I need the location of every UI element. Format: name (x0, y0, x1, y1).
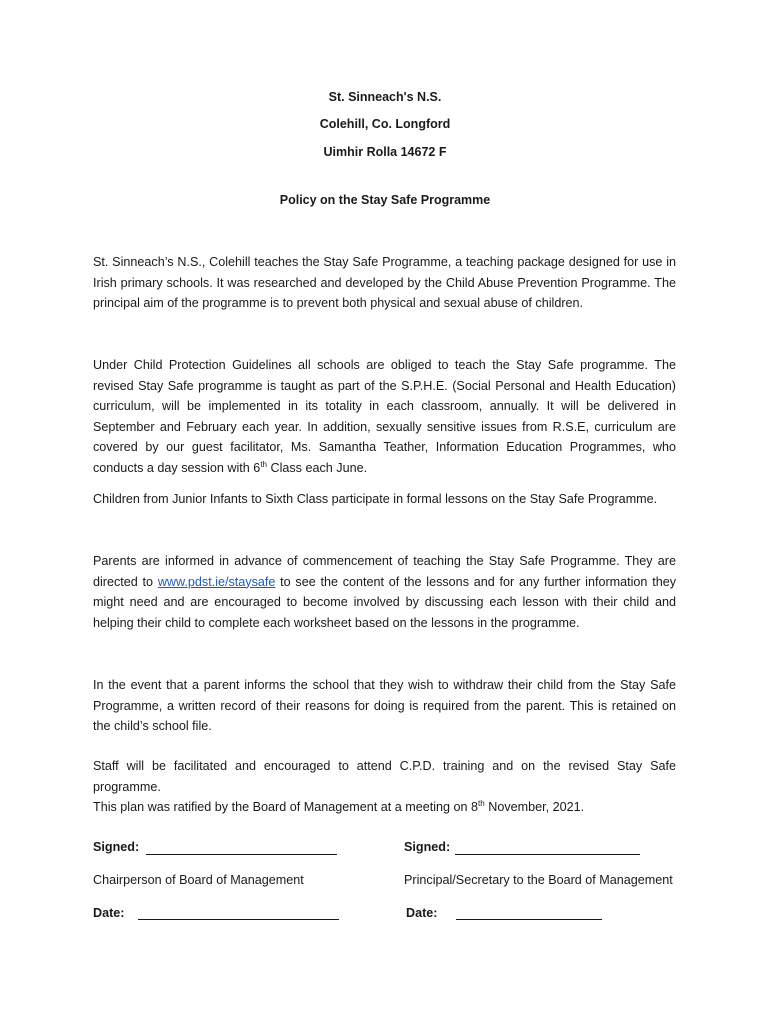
paragraph-staff-text: Staff will be facilitated and encouraged to attend C.P.D. training and on the revised Stay Safe programme. (93, 759, 676, 794)
right-role: Principal/Secretary to the Board of Management (404, 873, 673, 887)
school-address: Colehill, Co. Longford (319, 117, 451, 131)
left-date-line[interactable] (138, 919, 339, 920)
left-signature-line[interactable] (146, 854, 337, 855)
right-signed-label: Signed: (404, 840, 451, 854)
paragraph-guidelines-end: Class each June. (266, 460, 368, 475)
right-signature-line[interactable] (455, 854, 640, 855)
left-signed-label: Signed: (93, 840, 140, 854)
paragraph-parents-end: to see the content of the lessons and for any further information they might need and are encouraged to become involved by discussing each lesson with their child and helping their child to complete each worksheet based on the lessons in the programme. (93, 574, 676, 630)
policy-title: Policy on the Stay Safe Programme (279, 193, 491, 207)
roll-number: Uimhir Rolla 14672 F (323, 145, 447, 159)
paragraph-staff (93, 756, 676, 818)
paragraph-intro: St. Sinneach’s N.S., Colehill teaches the Stay Safe Programme, a teaching package designed for use in Irish primary schools. It was researched and developed by the Child Abuse Prevention Programme. The principal aim of the programme is to prevent both physical and sexual abuse of children. (93, 255, 676, 311)
paragraph-parents (93, 551, 676, 633)
right-date-label: Date: (406, 906, 438, 920)
staysafe-link[interactable]: www.pdst.ie/staysafe (157, 574, 276, 589)
paragraph-parents-text: Parents are informed in advance of commencement of teaching the Stay Safe Programme. They are directed to (93, 554, 676, 589)
ordinal-suffix: th (478, 799, 485, 808)
paragraph-participation: Children from Junior Infants to Sixth Class participate in formal lessons on the Stay Safe Programme. (93, 492, 658, 506)
left-date-label: Date: (93, 906, 125, 920)
paragraph-ratified-text: This plan was ratified by the Board of Management at a meeting on 8 (93, 800, 479, 815)
paragraph-guidelines-text: Under Child Protection Guidelines all schools are obliged to teach the Stay Safe programme. The revised Stay Safe programme is taught as part of the S.P.H.E. (Social Personal and Health Education) curriculum, will be implemented in its totality in each classroom, annually. It will be delivered in September and February each year. In addition, sexually sensitive issues from R.S.E, curriculum are covered by our guest facilitator, Ms. Samantha Teather, Information Education Programmes, who conducts a day session with 6 (93, 358, 676, 475)
paragraph-guidelines (93, 355, 676, 479)
left-role: Chairperson of Board of Management (93, 873, 304, 887)
school-name: St. Sinneach's N.S. (328, 90, 442, 104)
right-date-line[interactable] (456, 919, 602, 920)
paragraph-withdrawal: In the event that a parent informs the school that they wish to withdraw their child from the Stay Safe Programme, a written record of their reasons for doing is required from the parent. This is retained on the child’s school file. (93, 678, 676, 734)
ordinal-suffix: th (260, 459, 267, 469)
paragraph-ratified-end: November, 2021. (484, 800, 585, 815)
